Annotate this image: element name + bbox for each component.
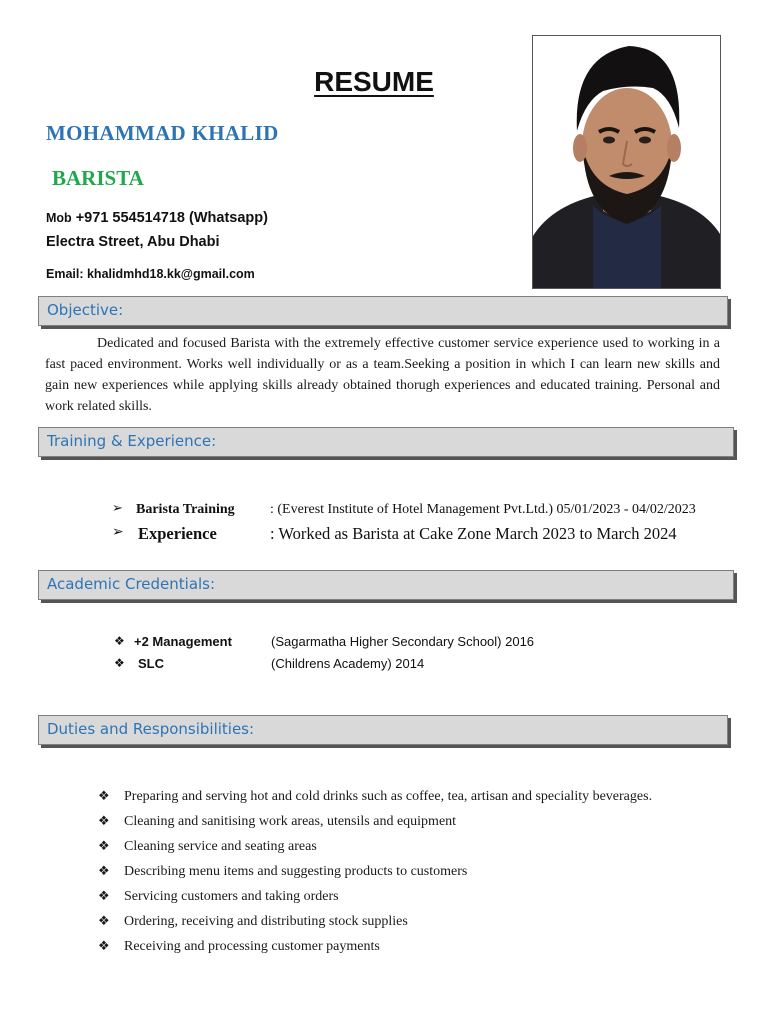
address: Electra Street, Abu Dhabi xyxy=(46,234,220,250)
academic-value: (Sagarmatha Higher Secondary School) 2016 xyxy=(271,634,535,649)
diamond-bullet-icon: ❖ xyxy=(98,914,110,929)
duty-text: Cleaning service and seating areas xyxy=(124,839,317,854)
diamond-bullet-icon: ❖ xyxy=(98,839,110,854)
section-header-academic xyxy=(38,570,734,600)
experience-label: Experience xyxy=(138,524,217,543)
training-label: Barista Training xyxy=(136,502,235,517)
section-title: Duties and Responsibilities: xyxy=(47,720,255,738)
mobile-number: +971 554514718 (Whatsapp) xyxy=(75,210,268,226)
duty-text: Preparing and serving hot and cold drinks such as coffee, tea, artisan and speciality beverages. xyxy=(124,789,653,804)
section-header-duties xyxy=(38,715,728,745)
academic-label: +2 Management xyxy=(134,634,232,649)
section-title: Training & Experience: xyxy=(47,432,217,450)
mobile-prefix: Mob xyxy=(46,211,72,225)
objective-paragraph xyxy=(45,333,720,417)
section-header-training xyxy=(38,427,734,457)
email: Email: khalidmhd18.kk@gmail.com xyxy=(46,267,255,281)
diamond-bullet-icon: ❖ xyxy=(98,889,110,904)
duty-text: Ordering, receiving and distributing stock supplies xyxy=(124,914,408,929)
resume-title: RESUME xyxy=(314,66,434,97)
objective-text: Dedicated and focused Barista with the extremely effective customer service experience used to working in a fast paced environment. Works well individually or as a team.Seeking a position in which I can learn new skills and gain new experiences while applying skills already obtained thorugh experiences and educated training. Personal and work related skills. xyxy=(45,336,720,414)
diamond-bullet-icon: ❖ xyxy=(98,814,110,829)
diamond-bullet-icon: ❖ xyxy=(98,939,110,954)
mobile-line xyxy=(46,210,268,226)
duty-text: Describing menu items and suggesting products to customers xyxy=(124,864,468,879)
candidate-name: MOHAMMAD KHALID xyxy=(46,121,279,145)
experience-value: : Worked as Barista at Cake Zone March 2023 to March 2024 xyxy=(270,524,677,543)
profile-photo xyxy=(532,35,721,289)
academic-label: SLC xyxy=(138,656,164,671)
diamond-bullet-icon: ❖ xyxy=(114,656,125,670)
diamond-bullet-icon: ❖ xyxy=(114,634,125,648)
section-title: Objective: xyxy=(47,301,124,319)
training-value: : (Everest Institute of Hotel Management Pvt.Ltd.) 05/01/2023 - 04/02/2023 xyxy=(270,502,696,517)
candidate-role: BARISTA xyxy=(52,166,144,190)
profile-photo-image xyxy=(533,36,720,288)
academic-value: (Childrens Academy) 2014 xyxy=(271,656,425,671)
diamond-bullet-icon: ❖ xyxy=(98,789,110,804)
duty-text: Cleaning and sanitising work areas, utensils and equipment xyxy=(124,814,457,829)
diamond-bullet-icon: ❖ xyxy=(98,864,110,879)
arrowhead-bullet-icon: ➢ xyxy=(112,524,124,540)
duty-text: Receiving and processing customer payments xyxy=(124,939,380,954)
section-header-objective xyxy=(38,296,728,326)
section-title: Academic Credentials: xyxy=(47,575,216,593)
duty-text: Servicing customers and taking orders xyxy=(124,889,339,904)
arrowhead-bullet-icon: ➢ xyxy=(112,501,123,516)
